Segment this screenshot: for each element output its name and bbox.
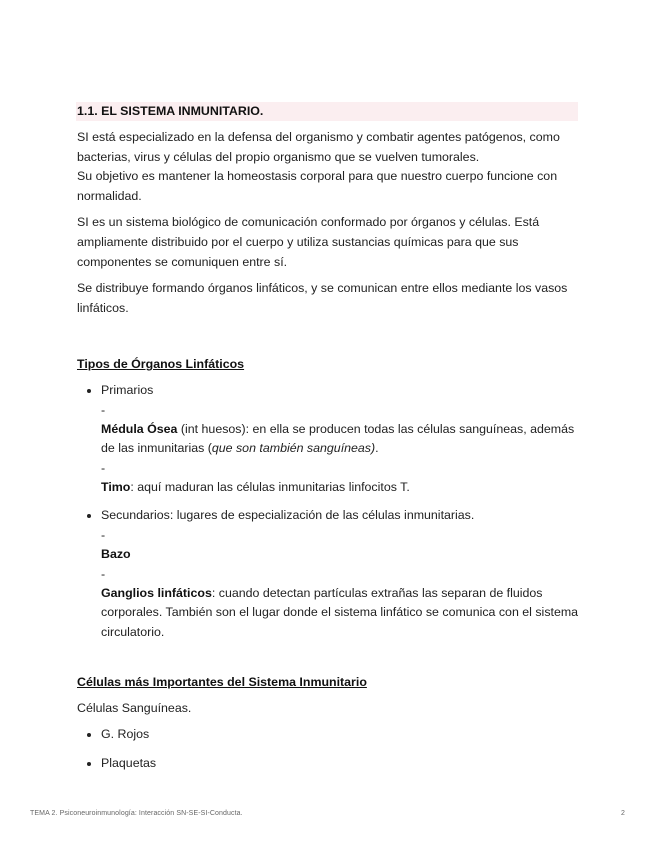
list-item: • G. Rojos: [101, 725, 582, 745]
medula-osea-term: Médula Ósea: [101, 421, 178, 436]
medula-osea-italic: que son también sanguíneas): [211, 441, 376, 456]
ganglios-term: Ganglios linfáticos: [101, 585, 212, 600]
organos-heading: Tipos de Órganos Linfáticos: [77, 357, 245, 372]
paragraph-definition: [77, 128, 582, 206]
celulas-heading: Células más Importantes del Sistema Inmunitario: [77, 675, 367, 690]
list-item-secundarios: [101, 506, 582, 642]
celulas-intro: Células Sanguíneas.: [77, 700, 192, 715]
paragraph-definition-a: SI está especializado en la defensa del organismo y combatir agentes patógenos, como bacterias, virus y células del propio organismo que se vuelven tumorales.: [77, 130, 560, 164]
page-number: 2: [621, 810, 625, 817]
dash-marker: -: [101, 566, 106, 581]
organos-list: [77, 381, 582, 642]
timo-term: Timo: [101, 479, 131, 494]
dash-marker: -: [101, 527, 106, 542]
medula-osea-end: .: [375, 441, 379, 456]
list-item: • Plaquetas: [101, 754, 582, 774]
ganglios-item: [101, 584, 582, 643]
dash-marker: -: [101, 402, 106, 417]
paragraph-distribution: Se distribuye formando órganos linfáticos, y se comunican entre ellos mediante los vasos linfáticos.: [77, 281, 568, 315]
bazo-item: [101, 545, 582, 565]
timo-text: : aquí maduran las células inmunitarias linfocitos T.: [130, 479, 410, 494]
bazo-term: Bazo: [101, 546, 131, 561]
medula-osea-text: (int huesos): en ella se producen todas las células sanguíneas, además de las inmunitarias (: [101, 421, 575, 456]
medula-osea-item: [101, 420, 582, 459]
paragraph-definition-b: Su objetivo es mantener la homeostasis corporal para que nuestro cuerpo funcione con normalidad.: [77, 169, 558, 203]
paragraph-communication: SI es un sistema biológico de comunicación conformado por órganos y células. Está ampliamente distribuido por el cuerpo y utiliza sustancias químicas para que sus componentes se comuniquen entre sí.: [77, 215, 540, 269]
list-item-primarios: [101, 381, 582, 497]
section-title: 1.1. EL SISTEMA INMUNITARIO.: [76, 102, 578, 121]
celulas-list: [77, 725, 582, 773]
timo-item: [101, 478, 582, 498]
ganglios-text: : cuando detectan partículas extrañas las separan de fluidos corporales. También son el lugar donde el sistema linfático se comunica con el sistema circulatorio.: [101, 585, 579, 639]
page-content: [77, 102, 582, 783]
dash-marker: -: [101, 460, 106, 475]
footer-title: TEMA 2. Psiconeuroinmunología: Interacción SN-SE-SI-Conducta.: [30, 810, 243, 817]
secundarios-label: Secundarios: lugares de especialización de las células inmunitarias.: [101, 508, 475, 523]
primarios-label: Primarios: [101, 382, 154, 397]
